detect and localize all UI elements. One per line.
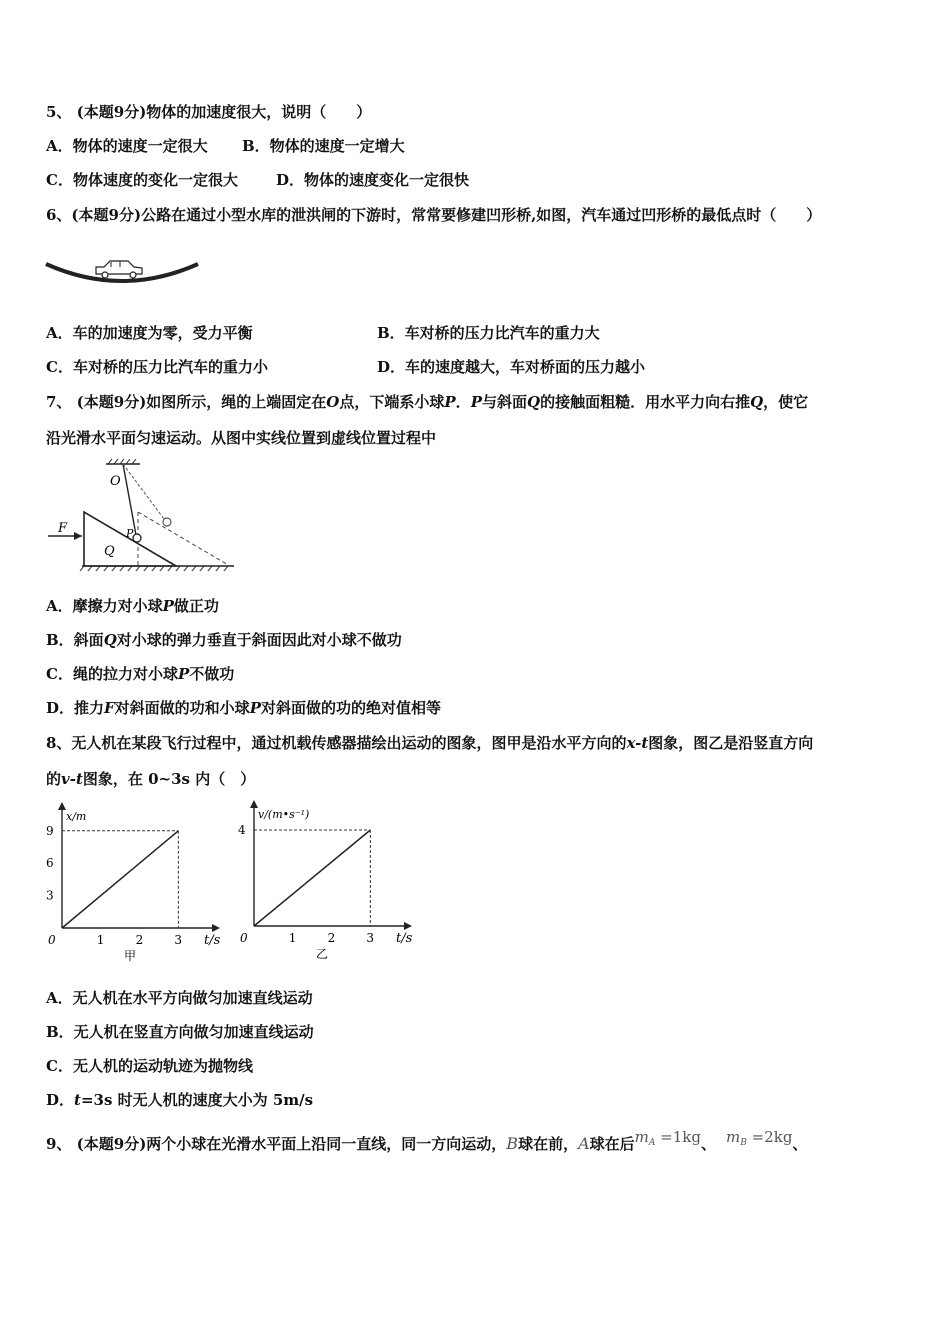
q7-option-a: A．摩擦力对小球P做正功: [46, 597, 219, 615]
q8-option-a: A．无人机在水平方向做匀加速直线运动: [46, 989, 313, 1007]
x-tick-label-0: 0: [240, 931, 248, 945]
mass-a: $m_A =1kg$: [634, 1128, 701, 1148]
q8-stem-line2: 的v-t图象，在 0~3s 内（ ）: [46, 770, 256, 788]
q8-stem-line1: 8、无人机在某段飞行过程中，通过机载传感器描绘出运动的图象，图甲是沿水平方向的x-t图象，图乙是沿竖直方向: [46, 734, 814, 752]
y-tick-label-9: 9: [46, 823, 54, 838]
q7-option-b: B．斜面Q对小球的弹力垂直于斜面因此对小球不做功: [46, 631, 402, 649]
incline-figure: [44, 458, 239, 574]
y-tick-label-6: 6: [46, 856, 54, 871]
car-icon: [96, 261, 142, 278]
q7-option-d: D．推力F对斜面做的功和小球P对斜面做的功的绝对值相等: [46, 699, 441, 717]
mass-b: $m_B =2kg$: [725, 1128, 793, 1148]
y-tick-label-3: 3: [46, 888, 54, 903]
fig-label-q: Q: [104, 544, 115, 559]
fig-label-f: F: [58, 521, 68, 536]
chart-yi-vt: [232, 798, 422, 968]
x-tick-label-2: 2: [327, 931, 336, 945]
q5-stem: 5、 (本题9分)物体的加速度很大，说明（ ）: [46, 103, 372, 121]
q7-stem-line2: 沿光滑水平面匀速运动。从图中实线位置到虚线位置过程中: [46, 429, 437, 447]
q7-option-c: C．绳的拉力对小球P不做功: [46, 665, 235, 683]
y-tick-label-4: 4: [238, 823, 246, 837]
x-tick-label-3: 3: [174, 933, 183, 947]
chart-title: 乙: [316, 947, 329, 961]
x-axis-label: t/s: [204, 933, 221, 948]
q5-option-d: D．物体的速度变化一定很快: [276, 171, 470, 189]
y-axis-arrow: [250, 800, 258, 808]
q6-option-d: D．车的速度越大，车对桥面的压力越小: [377, 358, 646, 376]
q8-option-d: D．t=3s 时无人机的速度大小为 5m/s: [46, 1091, 314, 1109]
q9-stem: 9、 (本题9分)两个小球在光滑水平面上沿同一直线，同一方向运动，B球在前，A球在后$m_A =1kg$、 $m_B =2kg$、: [46, 1128, 808, 1153]
data-line: [254, 830, 370, 926]
y-axis-arrow: [58, 802, 66, 810]
q6-option-b: B．车对桥的压力比汽车的重力大: [377, 324, 600, 342]
y-axis-label: v/(m•s⁻¹): [258, 808, 310, 821]
y-axis-label: x/m: [66, 810, 87, 823]
x-tick-label-1: 1: [96, 933, 105, 947]
fig-label-p: P: [126, 527, 134, 540]
x-axis-label: t/s: [396, 931, 413, 946]
data-line: [62, 831, 178, 928]
q5-option-c: C．物体速度的变化一定很大: [46, 171, 238, 189]
q6-stem: 6、(本题9分)公路在通过小型水库的泄洪闸的下游时，常常要修建凹形桥,如图，汽车通过凹形桥的最低点时（ ）: [46, 206, 822, 224]
x-axis-arrow: [404, 922, 412, 930]
x-tick-label-3: 3: [366, 931, 375, 945]
q7-stem-line1: 7、 (本题9分)如图所示，绳的上端固定在O点，下端系小球P．P与斜面Q的接触面粗糙．用水平力向右推Q，使它: [46, 393, 809, 411]
chart-title: 甲: [124, 949, 137, 963]
q5-option-b: B．物体的速度一定增大: [242, 137, 405, 155]
fig-label-o: O: [110, 474, 121, 489]
x-tick-label-1: 1: [288, 931, 297, 945]
concave-bridge-figure: [44, 248, 202, 298]
q6-option-c: C．车对桥的压力比汽车的重力小: [46, 358, 268, 376]
q8-option-c: C．无人机的运动轨迹为抛物线: [46, 1057, 253, 1075]
q6-option-a: A．车的加速度为零，受力平衡: [46, 324, 253, 342]
q5-option-a: A．物体的速度一定很大: [46, 137, 208, 155]
q8-option-b: B．无人机在竖直方向做匀加速直线运动: [46, 1023, 314, 1041]
x-axis-arrow: [212, 924, 220, 932]
x-tick-label-0: 0: [48, 933, 56, 947]
x-tick-label-2: 2: [135, 933, 144, 947]
chart-jia-xt: [40, 800, 230, 968]
